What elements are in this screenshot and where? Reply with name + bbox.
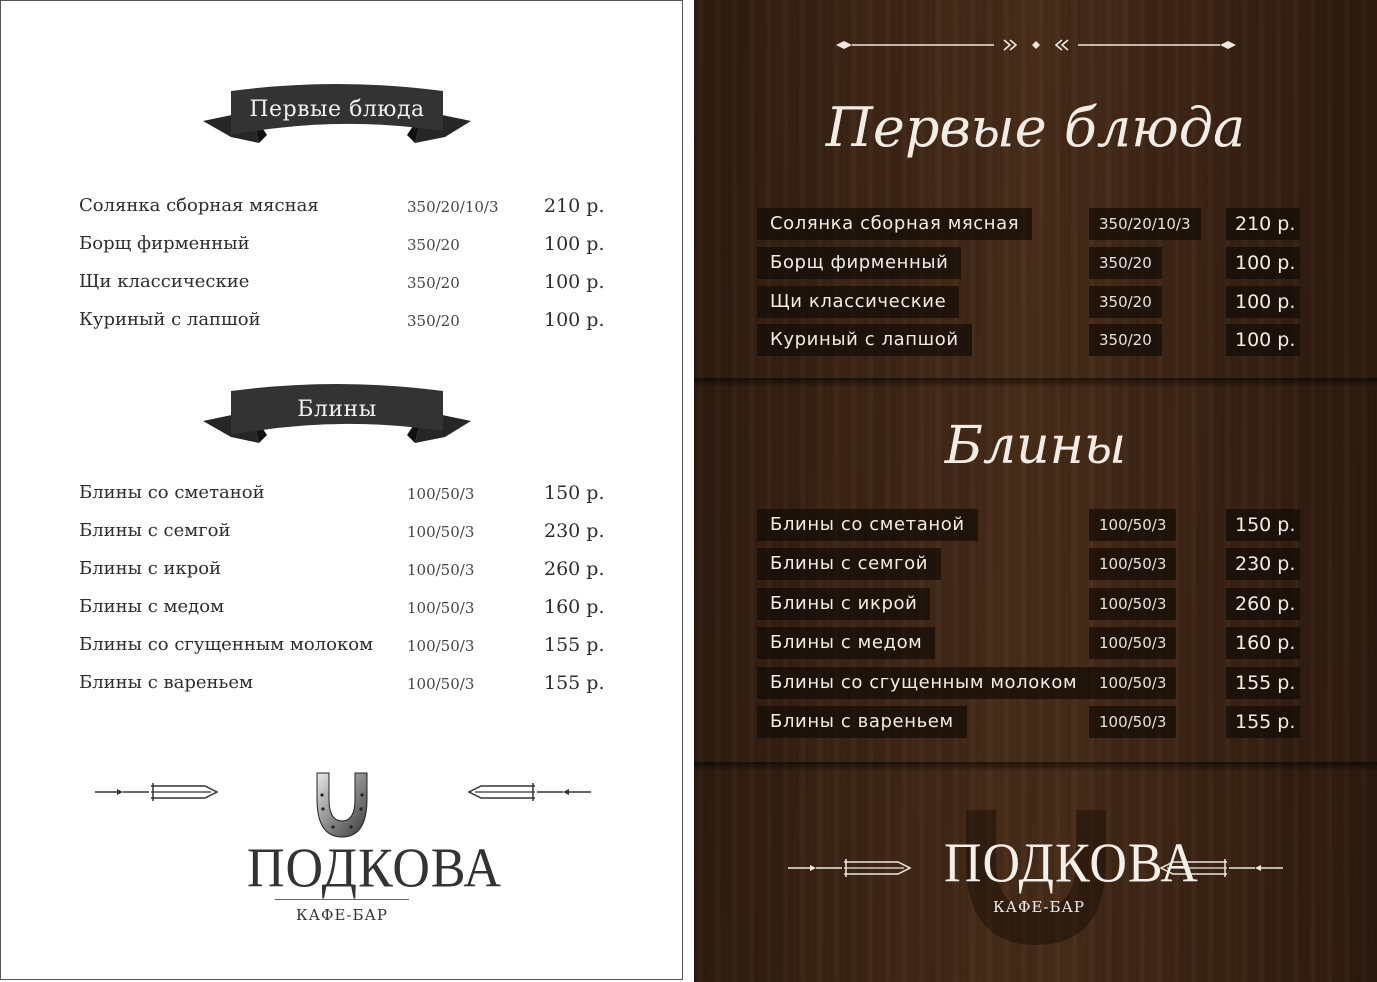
menu-item [757,509,1302,541]
item-price: 155 р. [544,672,605,694]
brand-subtitle: КАФЕ-БАР [296,906,388,924]
item-name: Борщ фирменный [757,247,961,279]
brand-subtitle: КАФЕ-БАР [993,898,1085,916]
item-name: Блины с икрой [757,588,930,620]
item-price: 230 р. [1226,548,1300,580]
item-price: 210 р. [544,195,605,217]
item-price: 155 р. [544,634,605,656]
item-weight: 100/50/3 [1089,588,1176,620]
item-name: Блины с икрой [79,558,222,579]
item-price: 100 р. [544,271,605,293]
menu-item [79,672,619,710]
item-weight: 100/50/3 [1089,706,1176,738]
item-name: Солянка сборная мясная [757,208,1032,240]
item-weight: 350/20 [1089,247,1162,279]
item-price: 160 р. [1226,627,1300,659]
brand-logo [247,837,502,924]
flourish-left-icon [786,857,914,879]
section-title: Первые блюда [825,96,1246,159]
section-ribbon-soups [201,79,473,159]
item-weight: 100/50/3 [1089,509,1176,541]
menu-item [79,271,619,309]
item-price: 160 р. [544,596,605,618]
item-name: Блины с вареньем [757,706,967,738]
menu-item [757,247,1302,279]
item-weight: 350/20 [407,312,460,330]
item-name: Блины с медом [79,596,225,617]
item-weight: 350/20 [407,236,460,254]
section-title: Первые блюда [249,97,425,122]
item-price: 100 р. [544,233,605,255]
menu-item [757,667,1302,699]
item-name: Борщ фирменный [79,233,250,254]
item-weight: 350/20 [407,274,460,292]
item-name: Солянка сборная мясная [79,195,319,216]
menu-item [79,233,619,271]
item-weight: 100/50/3 [407,599,475,617]
flourish-right-icon [465,781,593,803]
menu-list-pancakes [79,482,619,710]
item-price: 210 р. [1226,208,1300,240]
menu-item [79,195,619,233]
item-weight: 350/20 [1089,324,1162,356]
item-name: Блины с медом [757,627,935,659]
item-price: 100 р. [1226,324,1300,356]
menu-item [757,706,1302,738]
menu-page-light [0,0,683,980]
item-name: Блины с семгой [79,520,231,541]
menu-item [757,286,1302,318]
menu-item [79,520,619,558]
brand-logo [944,832,1199,916]
item-price: 260 р. [544,558,605,580]
item-price: 150 р. [1226,509,1300,541]
item-weight: 100/50/3 [407,485,475,503]
item-price: 100 р. [544,309,605,331]
item-name: Блины со сметаной [79,482,265,503]
brand-name: ПОДКОВА [247,837,502,900]
brand-name: ПОДКОВА [944,832,1199,895]
section-title: Блины [944,416,1127,476]
section-ribbon-pancakes [201,379,473,459]
item-weight: 100/50/3 [1089,627,1176,659]
menu-item [757,588,1302,620]
menu-item [79,634,619,672]
item-weight: 100/50/3 [407,637,475,655]
menu-list-soups [79,195,619,347]
plank-seam [694,378,1377,388]
item-weight: 100/50/3 [407,523,475,541]
item-name: Блины со сгущенным молоком [757,667,1090,699]
item-name: Блины с вареньем [79,672,253,693]
item-price: 150 р. [544,482,605,504]
item-price: 100 р. [1226,286,1300,318]
item-price: 230 р. [544,520,605,542]
item-price: 260 р. [1226,588,1300,620]
menu-item [757,324,1302,356]
menu-item [757,627,1302,659]
item-weight: 350/20/10/3 [1089,208,1201,240]
menu-item [79,309,619,347]
menu-item [79,558,619,596]
section-title: Блины [297,397,377,422]
item-weight: 100/50/3 [407,561,475,579]
menu-item [79,596,619,634]
item-weight: 100/50/3 [1089,548,1176,580]
item-price: 155 р. [1226,667,1300,699]
item-price: 100 р. [1226,247,1300,279]
item-name: Щи классические [757,286,959,318]
item-weight: 100/50/3 [1089,667,1176,699]
item-price: 155 р. [1226,706,1300,738]
item-name: Куриный с лапшой [757,324,972,356]
plank-seam [694,762,1377,772]
menu-item [757,208,1302,240]
item-weight: 350/20 [1089,286,1162,318]
item-name: Блины с семгой [757,548,941,580]
horseshoe-icon [309,769,375,841]
menu-item [79,482,619,520]
item-name: Щи классические [79,271,250,292]
item-weight: 350/20/10/3 [407,198,499,216]
menu-page-dark [694,0,1377,982]
flourish-left-icon [93,781,221,803]
item-name: Блины со сгущенным молоком [79,634,374,655]
item-weight: 100/50/3 [407,675,475,693]
item-name: Куриный с лапшой [79,309,261,330]
menu-item [757,548,1302,580]
item-name: Блины со сметаной [757,509,978,541]
flourish-top-icon [834,36,1238,54]
